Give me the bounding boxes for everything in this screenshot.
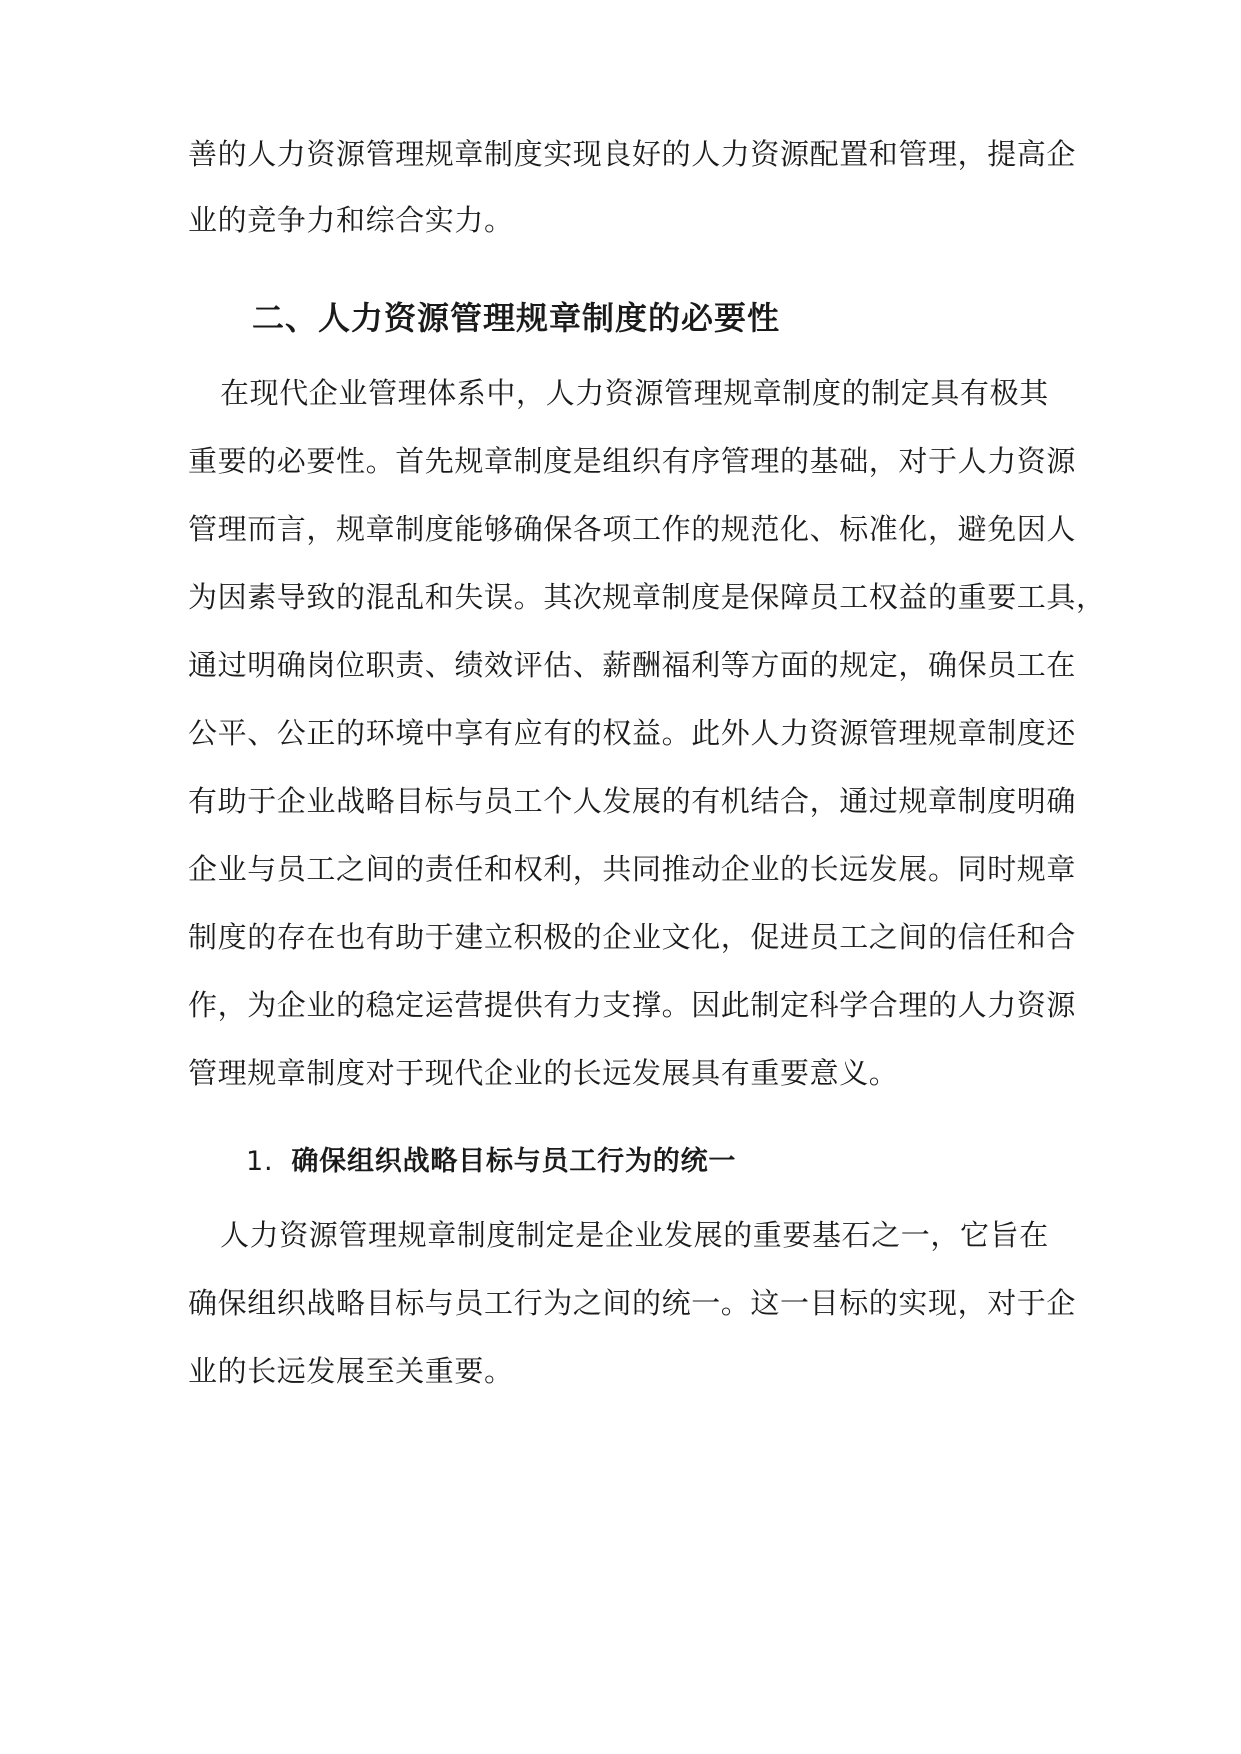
paragraph-line: 企业与员工之间的责任和权利，共同推动企业的长远发展。同时规章 (188, 852, 1077, 886)
paragraph-line: 有助于企业战略目标与员工个人发展的有机结合，通过规章制度明确 (188, 784, 1077, 818)
paragraph-line: 公平、公正的环境中享有应有的权益。此外人力资源管理规章制度还 (188, 716, 1077, 750)
subsection-number: 1. (246, 1146, 274, 1177)
paragraph-line: 作，为企业的稳定运营提供有力支撑。因此制定科学合理的人力资源 (188, 988, 1077, 1022)
paragraph-line: 人力资源管理规章制度制定是企业发展的重要基石之一，它旨在 (220, 1218, 1049, 1252)
paragraph-line: 通过明确岗位职责、绩效评估、薪酬福利等方面的规定，确保员工在 (188, 648, 1077, 682)
paragraph-line: 善的人力资源管理规章制度实现良好的人力资源配置和管理，提高企 (188, 137, 1077, 171)
paragraph-line: 确保组织战略目标与员工行为之间的统一。这一目标的实现，对于企 (188, 1286, 1077, 1320)
paragraph-line: 重要的必要性。首先规章制度是组织有序管理的基础，对于人力资源 (188, 444, 1077, 478)
subsection-title: 确保组织战略目标与员工行为的统一 (291, 1146, 737, 1177)
subsection-heading (246, 1142, 736, 1182)
paragraph-line: 管理规章制度对于现代企业的长远发展具有重要意义。 (188, 1056, 899, 1090)
paragraph-line: 在现代企业管理体系中，人力资源管理规章制度的制定具有极其 (220, 376, 1049, 410)
paragraph-line: 业的竞争力和综合实力。 (188, 203, 514, 237)
paragraph-line: 制度的存在也有助于建立积极的企业文化，促进员工之间的信任和合 (188, 920, 1077, 954)
section-heading: 二、人力资源管理规章制度的必要性 (252, 299, 781, 337)
paragraph-line: 为因素导致的混乱和失误。其次规章制度是保障员工权益的重要工具， (188, 580, 1106, 614)
paragraph-line: 管理而言，规章制度能够确保各项工作的规范化、标准化，避免因人 (188, 512, 1077, 546)
paragraph-line: 业的长远发展至关重要。 (188, 1354, 514, 1388)
